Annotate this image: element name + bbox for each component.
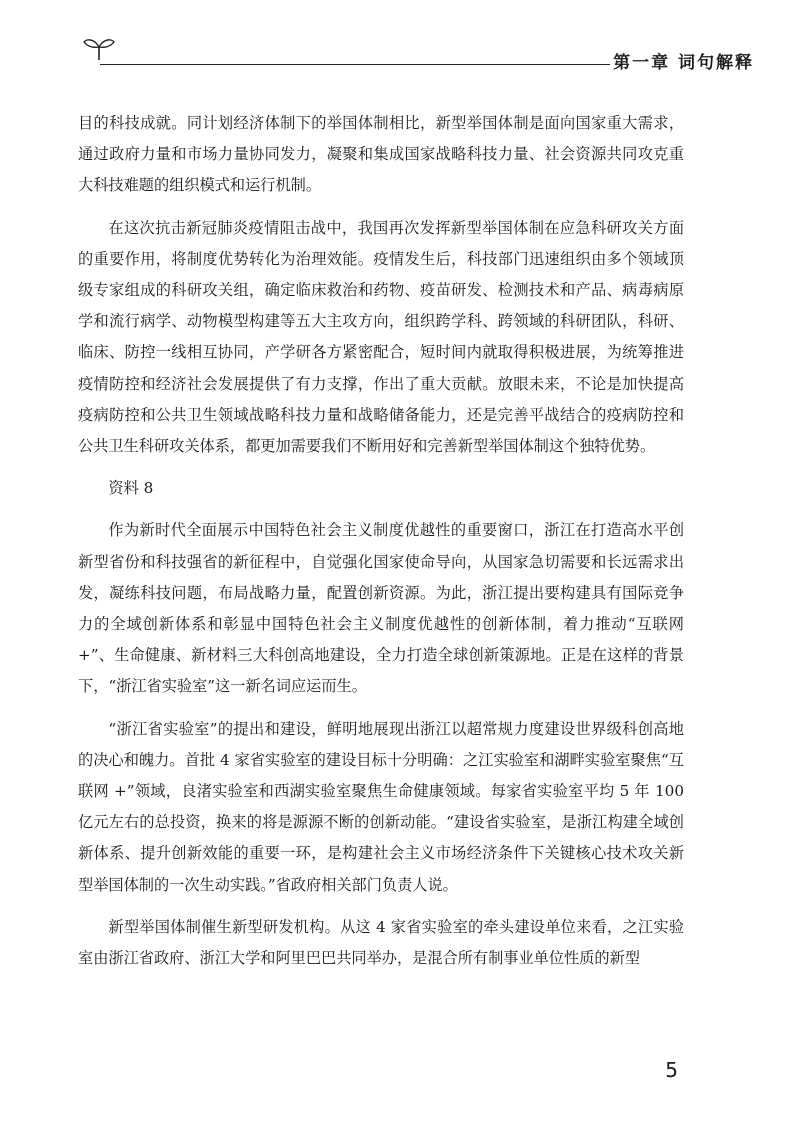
paragraph-1: 目的科技成就。同计划经济体制下的举国体制相比，新型举国体制是面向国家重大需求，通过政府力量和市场力量协同发力，凝聚和集成国家战略科技力量、社会资源共同攻克重大科技难题的组织模式和运行机制。 — [78, 114, 684, 195]
section-label: 资料 8 — [108, 479, 154, 498]
sprout-icon — [82, 36, 116, 62]
paragraph-3: 作为新时代全面展示中国特色社会主义制度优越性的重要窗口，浙江在打造高水平创新型省份和科技强省的新征程中，自觉强化国家使命导向，从国家急切需要和长远需求出发，凝练科技问题，布局战略力量，配置创新资源。为此，浙江提出要构建具有国际竞争力的全域创新体系和彰显中国特色社会主义制度优越性的创新体制，着力推动“互联网 +”、生命健康、新材料三大科创高地建设，全力打造全球创新策源地。正是在这样的背景下，“浙江省实验室”这一新名词应运而生。 — [78, 521, 684, 696]
paragraph-5: 新型举国体制催生新型研发机构。从这 4 家省实验室的牵头建设单位来看，之江实验室由浙江省政府、浙江大学和阿里巴巴共同举办，是混合所有制事业单位性质的新型 — [78, 917, 684, 968]
running-header — [70, 34, 760, 74]
header-rule — [100, 64, 610, 65]
paragraph-2: 在这次抗击新冠肺炎疫情阻击战中，我国再次发挥新型举国体制在应急科研攻关方面的重要作用，将制度优势转化为治理效能。疫情发生后，科技部门迅速组织由多个领域顶级专家组成的科研攻关组，确定临床救治和药物、疫苗研发、检测技术和产品、病毒病原学和流行病学、动物模型构建等五大主攻方向，组织跨学科、跨领域的科研团队，科研、临床、防控一线相互协同，产学研各方紧密配合，短时间内就取得积极进展，为统筹推进疫情防控和经济社会发展提供了有力支撑，作出了重大贡献。放眼未来，不论是加快提高疫病防控和公共卫生领域战略科技力量和战略储备能力，还是完善平战结合的疫病防控和公共卫生科研攻关体系，都更加需要我们不断用好和完善新型举国体制这个独特优势。 — [78, 218, 684, 456]
paragraph-4: “浙江省实验室”的提出和建设，鲜明地展现出浙江以超常规力度建设世界级科创高地的决心和魄力。首批 4 家省实验室的建设目标十分明确：之江实验室和湖畔实验室聚焦“互联网 +”领域，良渚实验室和西湖实验室聚焦生命健康领域。每家省实验室平均 5 年 100 亿元左右的总投资，换来的将是源源不断的创新动能。“建设省实验室，是浙江构建全域创新体系、提升创新效能的重要一环，是构建社会主义市场经济条件下关键核心技术攻关新型举国体制的一次生动实践。”省政府相关部门负责人说。 — [78, 719, 684, 894]
page-number: 5 — [665, 1058, 678, 1082]
body-text — [78, 108, 684, 985]
chapter-title: 第一章 词句解释 — [613, 53, 754, 73]
